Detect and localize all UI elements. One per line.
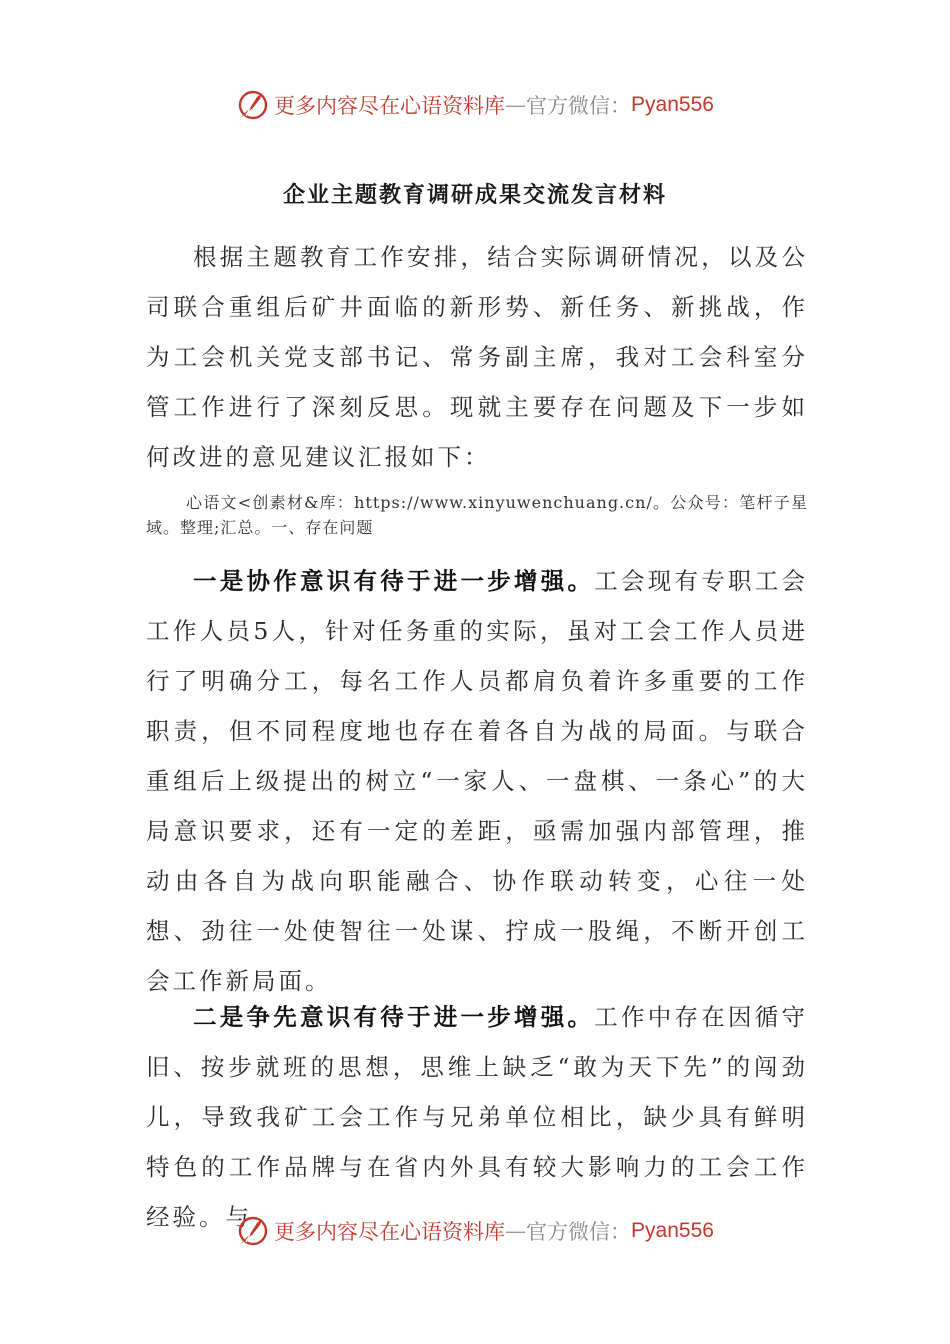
banner-separator: — [505,1219,527,1243]
banner-wechat-id: Pyan556 [631,1219,714,1242]
pen-quill-icon [236,1214,270,1248]
banner-text: 更多内容尽在心语资料库 [274,1220,506,1244]
source-note: 心语文<创素材&库：https://www.xinyuwenchuang.cn/。公众号：笔杆子星域。整理;汇总。一、存在问题 [146,493,808,537]
header-banner [0,88,950,122]
point-one-heading: 一是协作意识有待于进一步增强。 [193,567,595,595]
banner-wechat-id: Pyan556 [631,93,714,116]
intro-paragraph: 根据主题教育工作安排，结合实际调研情况，以及公司联合重组后矿井面临的新形势、新任务、新挑战，作为工会机关党支部书记、常务副主席，我对工会科室分管工作进行了深刻反思。现就主要存在问题及下一步如何改进的意见建议汇报如下： [146,243,808,471]
point-two-text: 工作中存在因循守旧、按步就班的思想，思维上缺乏“敢为天下先”的闯劲儿，导致我矿工会工作与兄弟单位相比，缺少具有鲜明特色的工作品牌与在省内外具有较大影响力的工会工作经验。与 [146,1003,808,1231]
point-two-paragraph [146,992,808,1242]
point-one-text: 工会现有专职工会工作人员5人，针对任务重的实际，虽对工会工作人员进行了明确分工，每名工作人员都肩负着许多重要的工作职责，但不同程度地也存在着各自为战的局面。与联合重组后上级提出的树立“一家人、一盘棋、一条心”的大局意识要求，还有一定的差距，亟需加强内部管理，推动由各自为战向职能融合、协作联动转变，心往一处想、劲往一处使智往一处谋、拧成一股绳，不断开创工会工作新局面。 [146,567,808,995]
pen-quill-icon [236,88,270,122]
banner-wechat-label: 官方微信： [526,1220,632,1244]
footer-banner [0,1214,950,1248]
banner-wechat-label: 官方微信： [526,94,632,118]
banner-separator: — [505,93,527,117]
banner-text: 更多内容尽在心语资料库 [274,94,506,118]
point-two-heading: 二是争先意识有待于进一步增强。 [193,1003,595,1031]
point-one-paragraph [146,556,808,1006]
document-title: 企业主题教育调研成果交流发言材料 [282,182,667,208]
